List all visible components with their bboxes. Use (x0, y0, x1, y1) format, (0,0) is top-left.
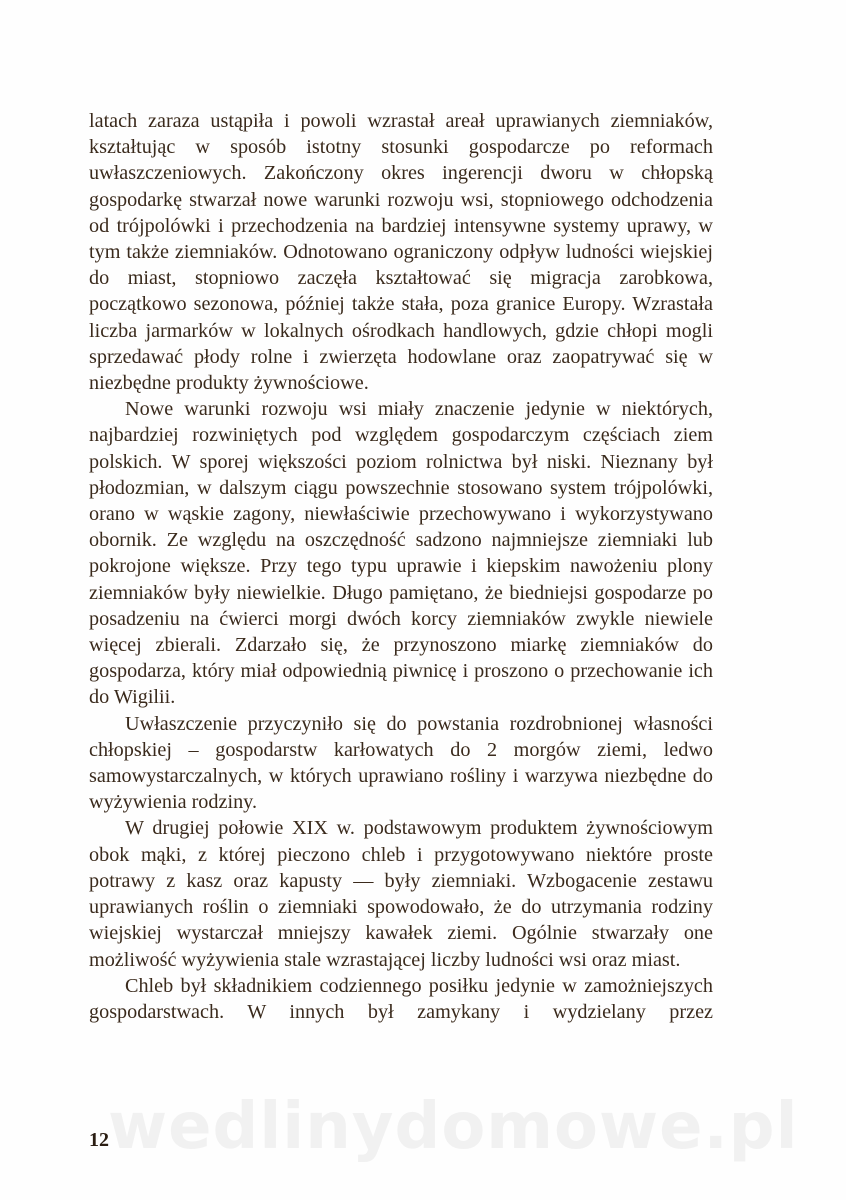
body-text (89, 108, 713, 1025)
paragraph-5: Chleb był składnikiem codziennego posiłku jedynie w zamożniejszych gospodarstwach. W innych był zamykany i wydzielany przez (89, 974, 713, 1023)
paragraph-1: latach zaraza ustąpiła i powoli wzrastał areał uprawianych ziemniaków, kształtując w sposób istotny stosunki gospodarcze po reformach uwłaszczeniowych. Zakończony okres ingerencji dworu w chłopską gospodarkę stwarzał nowe warunki rozwoju wsi, stopniowego odchodzenia od trójpolówki i przechodzenia na bardziej intensywne systemy uprawy, w tym także ziemniaków. Odnotowano ograniczony odpływ ludności wiejskiej do miast, stopniowo zaczęła kształtować się migracja zarobkowa, początkowo sezonowa, później także stała, poza granice Europy. Wzrastała liczba jarmarków w lokalnych ośrodkach handlowych, gdzie chłopi mogli sprzedawać płody rolne i zwierzęta hodowlane oraz zaopatrywać się w niezbędne produkty żywnościowe. (89, 110, 713, 395)
paragraph-3: Uwłaszczenie przyczyniło się do powstania rozdrobnionej własności chłopskiej – gospodarstw karłowatych do 2 morgów ziemi, ledwo samowystarczalnych, w których uprawiano rośliny i warzywa niezbędne do wyżywienia rodziny. (89, 712, 713, 814)
paragraph-2: Nowe warunki rozwoju wsi miały znaczenie jedynie w niektórych, najbardziej rozwiniętych pod względem gospodarczym częściach ziem polskich. W sporej większości poziom rolnictwa był niski. Nieznany był płodozmian, w dalszym ciągu powszechnie stosowano system trójpolówki, orano w wąskie zagony, niewłaściwie przechowywano i wykorzystywano obornik. Ze względu na oszczędność sadzono najmniejsze ziemniaki lub pokrojone większe. Przy tego typu uprawie i kiepskim nawożeniu plony ziemniaków były niewielkie. Długo pamiętano, że biedniejsi gospodarze po posadzeniu na ćwierci morgi dwóch korcy ziemniaków zwykle niewiele więcej zbierali. Zdarzało się, że przynoszono miarkę ziemniaków do gospodarza, który miał odpowiednią piwnicę i proszono o przechowanie ich do Wigilii. (89, 398, 713, 709)
watermark-logo: wedlinydomowe.pl (108, 1090, 799, 1164)
paragraph-4: W drugiej połowie XIX w. podstawowym produktem żywnościowym obok mąki, z której pieczono chleb i przygotowywano niektóre proste potrawy z kasz oraz kapusty — były ziemniaki. Wzbogacenie zestawu uprawianych roślin o ziemniaki spowodowało, że do utrzymania rodziny wiejskiej wystarczał mniejszy kawałek ziemi. Ogólnie stwarzały one możliwość wyżywienia stale wzrastającej liczby ludności wsi oraz miast. (89, 817, 713, 971)
page-number: 12 (89, 1129, 109, 1151)
